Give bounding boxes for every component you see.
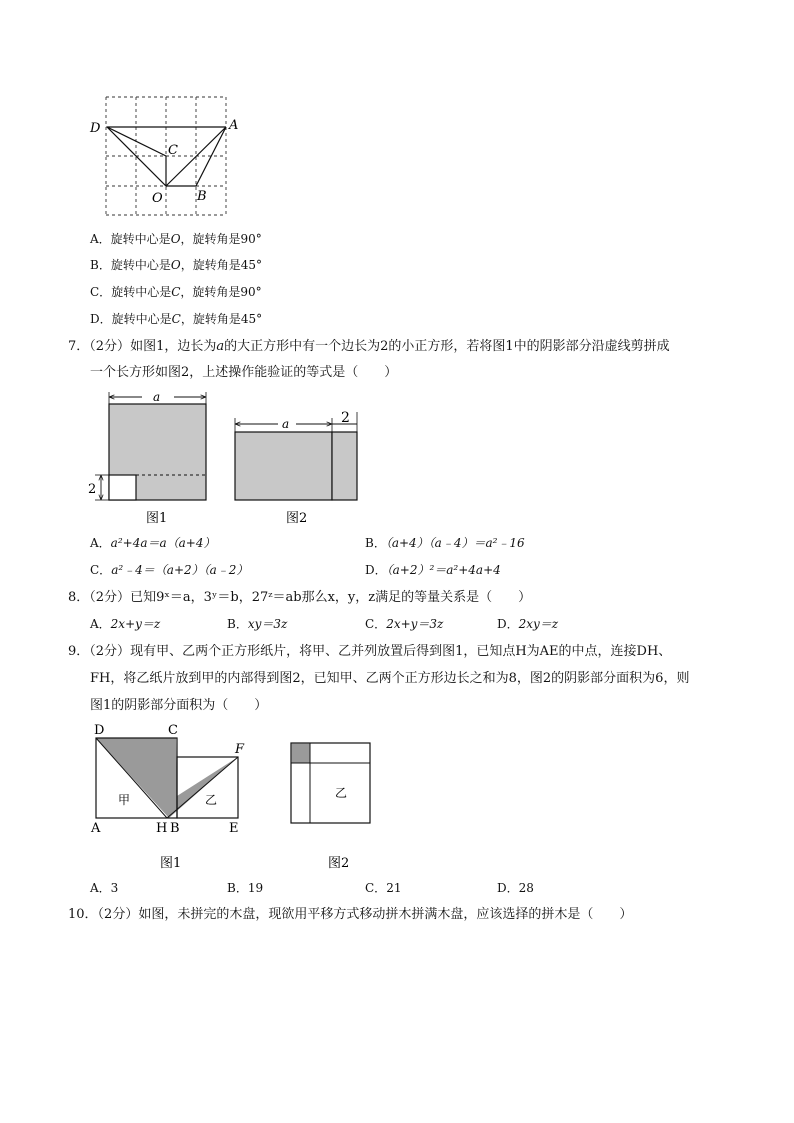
q9-fig1-jia: 甲	[118, 793, 131, 807]
q6-option-d: D．旋转中心是C，旋转角是45°	[90, 312, 263, 326]
q9-fig1-label-e: E	[229, 821, 239, 836]
q6-label-d: D	[90, 121, 101, 136]
q9-figure-1	[86, 720, 256, 872]
q7-fig1-caption: 图1	[146, 511, 168, 526]
q6-label-a: A	[229, 118, 239, 133]
q8-option-a: A．2x+y＝z	[90, 617, 161, 631]
q6-option-b: B．旋转中心是O，旋转角是45°	[90, 258, 262, 272]
q7-fig2-two-label: 2	[341, 410, 350, 426]
q9-stem-line2: FH，将乙纸片放到甲的内部得到图2，已知甲、乙两个正方形边长之和为8，图2的阴影部分面积为6，则	[90, 671, 690, 686]
q7-fig1-a-label: a	[153, 390, 161, 404]
q7-option-b: B．（a+4）（a﹣4）＝a²﹣16	[365, 536, 525, 550]
q8-option-d: D．2xy＝z	[497, 617, 559, 631]
q6-label-b: B	[197, 189, 207, 204]
q7-option-c: C．a²﹣4＝（a+2）（a﹣2）	[90, 563, 249, 577]
q9-stem-line1: 9．（2分）现有甲、乙两个正方形纸片，将甲、乙并列放置后得到图1，已知点H为AE的中点，连接DH、	[68, 644, 672, 659]
q9-fig1-yi: 乙	[205, 793, 218, 807]
q7-fig1-two-label: 2	[88, 482, 97, 497]
q7-stem-line2: 一个长方形如图2，上述操作能验证的等式是（ ）	[90, 365, 398, 380]
q9-fig1-label-a: A	[91, 821, 101, 836]
q8-option-b: B．xy＝3z	[227, 617, 288, 631]
q6-grid-figure	[86, 92, 246, 224]
q9-option-c: C．21	[365, 881, 402, 895]
q7-figures	[82, 388, 372, 528]
q7-fig2-caption: 图2	[286, 511, 308, 526]
q9-fig1-label-b: B	[170, 821, 180, 836]
q6-label-c: C	[168, 143, 178, 158]
q7-fig2-a-label: a	[282, 417, 290, 431]
q9-fig1-label-h: H	[156, 821, 168, 836]
q9-fig1-label-f: F	[235, 742, 245, 757]
q9-option-a: A．3	[90, 881, 119, 895]
q10-stem: 10．（2分）如图，未拼完的木盘，现欲用平移方式移动拼木拼满木盘，应该选择的拼木是（ ）	[68, 907, 633, 922]
q8-stem: 8．（2分）已知9ˣ＝a，3ʸ＝b，27ᶻ＝ab那么x，y，z满足的等量关系是（ ）	[68, 590, 532, 605]
q6-option-a: A．旋转中心是O，旋转角是90°	[90, 232, 262, 246]
q9-fig1-caption: 图1	[160, 856, 182, 871]
q9-option-b: B．19	[227, 881, 264, 895]
q9-fig1-label-c: C	[168, 723, 178, 738]
q6-label-o: O	[152, 191, 163, 206]
q9-fig1-label-d: D	[94, 723, 105, 738]
q6-option-c: C．旋转中心是C，旋转角是90°	[90, 285, 262, 299]
q9-fig2-yi: 乙	[335, 786, 348, 800]
q9-fig2-caption: 图2	[328, 856, 350, 871]
q7-option-d: D．（a+2）²＝a²+4a+4	[365, 563, 501, 577]
q7-option-a: A．a²+4a＝a（a+4）	[90, 536, 216, 550]
q9-stem-line3: 图1的阴影部分面积为（ ）	[90, 698, 268, 713]
q9-option-d: D．28	[497, 881, 534, 895]
q9-figure-2	[286, 738, 386, 872]
q7-stem-line1: 7．（2分）如图1，边长为a的大正方形中有一个边长为2的小正方形，若将图1中的阴影部分沿虚线剪拼成	[68, 339, 670, 354]
q8-option-c: C．2x+y＝3z	[365, 617, 444, 631]
